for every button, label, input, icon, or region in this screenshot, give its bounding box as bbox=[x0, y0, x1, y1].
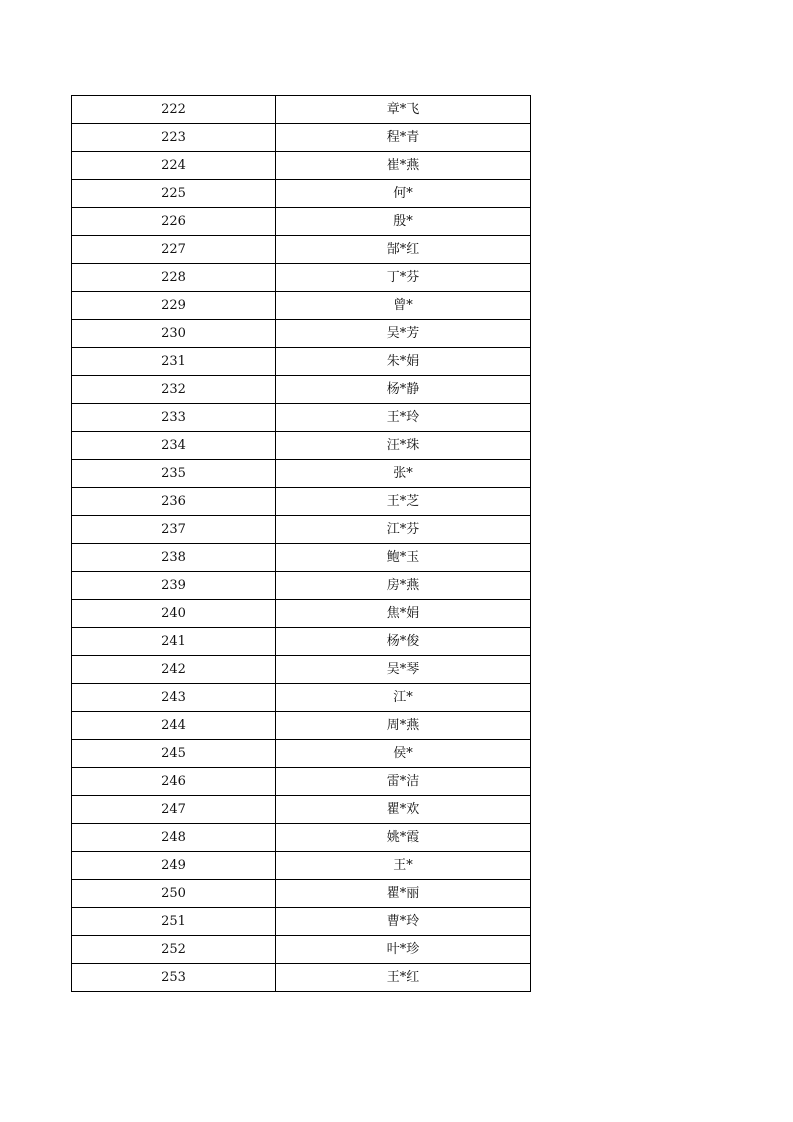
person-name-cell: 王*玲 bbox=[276, 404, 531, 432]
person-name-cell: 江* bbox=[276, 684, 531, 712]
person-name-cell: 何* bbox=[276, 180, 531, 208]
row-number-cell: 252 bbox=[72, 936, 276, 964]
row-number-cell: 246 bbox=[72, 768, 276, 796]
table-row bbox=[72, 236, 531, 264]
row-number-cell: 253 bbox=[72, 964, 276, 992]
person-name-cell: 杨*静 bbox=[276, 376, 531, 404]
table-row bbox=[72, 740, 531, 768]
person-name-cell: 殷* bbox=[276, 208, 531, 236]
table-row bbox=[72, 404, 531, 432]
person-name-cell: 汪*珠 bbox=[276, 432, 531, 460]
row-number-cell: 247 bbox=[72, 796, 276, 824]
person-name-cell: 江*芬 bbox=[276, 516, 531, 544]
table-row bbox=[72, 880, 531, 908]
roster-table-body bbox=[72, 96, 531, 992]
row-number-cell: 248 bbox=[72, 824, 276, 852]
row-number-cell: 241 bbox=[72, 628, 276, 656]
person-name-cell: 王*红 bbox=[276, 964, 531, 992]
table-row bbox=[72, 908, 531, 936]
table-row bbox=[72, 124, 531, 152]
person-name-cell: 丁*芬 bbox=[276, 264, 531, 292]
person-name-cell: 曹*玲 bbox=[276, 908, 531, 936]
row-number-cell: 235 bbox=[72, 460, 276, 488]
row-number-cell: 237 bbox=[72, 516, 276, 544]
person-name-cell: 叶*珍 bbox=[276, 936, 531, 964]
row-number-cell: 227 bbox=[72, 236, 276, 264]
person-name-cell: 周*燕 bbox=[276, 712, 531, 740]
table-row bbox=[72, 208, 531, 236]
row-number-cell: 238 bbox=[72, 544, 276, 572]
row-number-cell: 240 bbox=[72, 600, 276, 628]
row-number-cell: 243 bbox=[72, 684, 276, 712]
row-number-cell: 225 bbox=[72, 180, 276, 208]
row-number-cell: 245 bbox=[72, 740, 276, 768]
table-row bbox=[72, 544, 531, 572]
person-name-cell: 焦*娟 bbox=[276, 600, 531, 628]
person-name-cell: 朱*娟 bbox=[276, 348, 531, 376]
row-number-cell: 242 bbox=[72, 656, 276, 684]
person-name-cell: 杨*俊 bbox=[276, 628, 531, 656]
table-row bbox=[72, 320, 531, 348]
table-row bbox=[72, 348, 531, 376]
person-name-cell: 鲍*玉 bbox=[276, 544, 531, 572]
table-row bbox=[72, 852, 531, 880]
person-name-cell: 王* bbox=[276, 852, 531, 880]
table-row bbox=[72, 964, 531, 992]
person-name-cell: 侯* bbox=[276, 740, 531, 768]
table-row bbox=[72, 264, 531, 292]
table-row bbox=[72, 152, 531, 180]
row-number-cell: 222 bbox=[72, 96, 276, 124]
table-row bbox=[72, 460, 531, 488]
table-row bbox=[72, 572, 531, 600]
table-row bbox=[72, 488, 531, 516]
person-name-cell: 房*燕 bbox=[276, 572, 531, 600]
table-row bbox=[72, 936, 531, 964]
person-name-cell: 姚*霞 bbox=[276, 824, 531, 852]
row-number-cell: 224 bbox=[72, 152, 276, 180]
person-name-cell: 程*青 bbox=[276, 124, 531, 152]
row-number-cell: 223 bbox=[72, 124, 276, 152]
person-name-cell: 瞿*欢 bbox=[276, 796, 531, 824]
person-name-cell: 瞿*丽 bbox=[276, 880, 531, 908]
table-row bbox=[72, 516, 531, 544]
row-number-cell: 234 bbox=[72, 432, 276, 460]
row-number-cell: 232 bbox=[72, 376, 276, 404]
table-row bbox=[72, 628, 531, 656]
person-name-cell: 雷*洁 bbox=[276, 768, 531, 796]
row-number-cell: 236 bbox=[72, 488, 276, 516]
row-number-cell: 229 bbox=[72, 292, 276, 320]
person-name-cell: 吴*琴 bbox=[276, 656, 531, 684]
table-row bbox=[72, 824, 531, 852]
row-number-cell: 231 bbox=[72, 348, 276, 376]
table-row bbox=[72, 180, 531, 208]
row-number-cell: 251 bbox=[72, 908, 276, 936]
table-row bbox=[72, 96, 531, 124]
person-name-cell: 王*芝 bbox=[276, 488, 531, 516]
person-name-cell: 章*飞 bbox=[276, 96, 531, 124]
row-number-cell: 226 bbox=[72, 208, 276, 236]
table-row bbox=[72, 712, 531, 740]
row-number-cell: 230 bbox=[72, 320, 276, 348]
table-row bbox=[72, 768, 531, 796]
row-number-cell: 233 bbox=[72, 404, 276, 432]
roster-table bbox=[71, 95, 531, 992]
row-number-cell: 249 bbox=[72, 852, 276, 880]
row-number-cell: 244 bbox=[72, 712, 276, 740]
row-number-cell: 228 bbox=[72, 264, 276, 292]
table-row bbox=[72, 796, 531, 824]
table-row bbox=[72, 432, 531, 460]
person-name-cell: 崔*燕 bbox=[276, 152, 531, 180]
table-row bbox=[72, 600, 531, 628]
row-number-cell: 239 bbox=[72, 572, 276, 600]
person-name-cell: 曾* bbox=[276, 292, 531, 320]
row-number-cell: 250 bbox=[72, 880, 276, 908]
table-row bbox=[72, 376, 531, 404]
table-row bbox=[72, 292, 531, 320]
person-name-cell: 吴*芳 bbox=[276, 320, 531, 348]
table-row bbox=[72, 656, 531, 684]
person-name-cell: 郜*红 bbox=[276, 236, 531, 264]
person-name-cell: 张* bbox=[276, 460, 531, 488]
table-row bbox=[72, 684, 531, 712]
